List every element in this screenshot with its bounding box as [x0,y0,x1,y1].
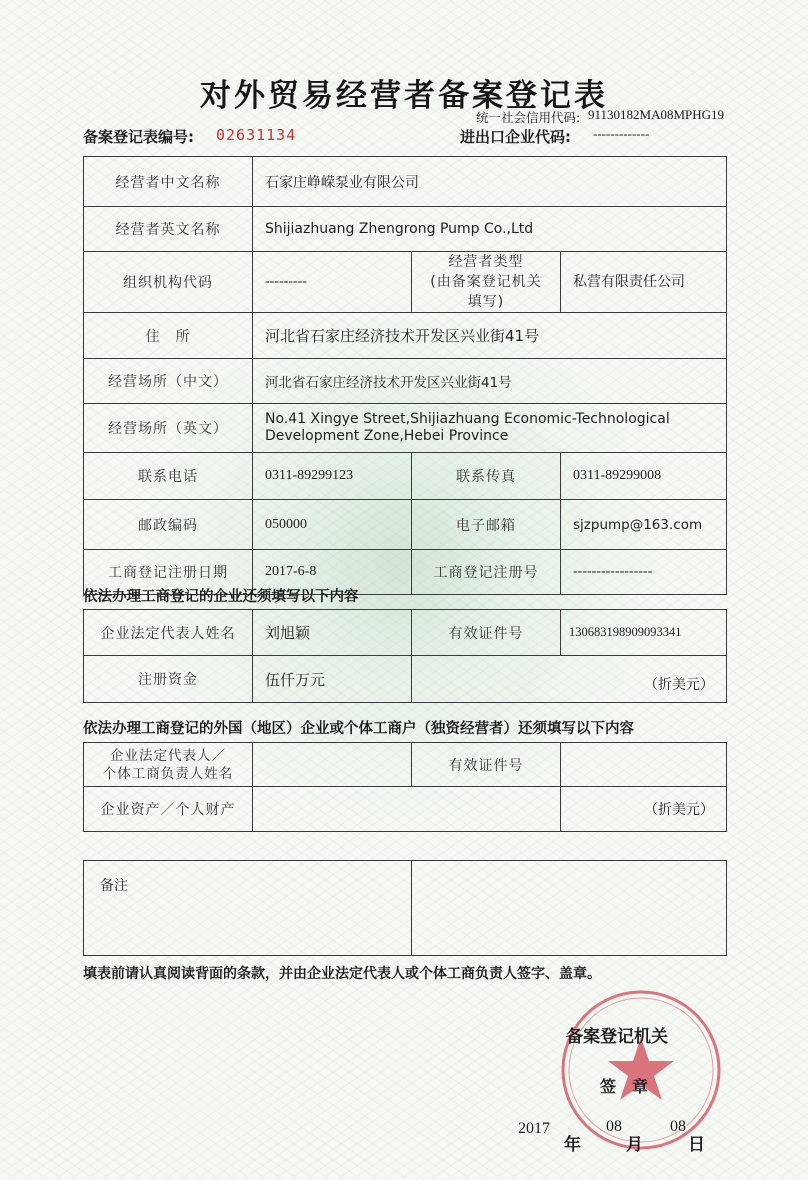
phone-value: 0311-89299123 [253,453,412,500]
date-year-unit: 年 [564,1135,581,1155]
email-value: sjzpump@163.com [561,500,727,550]
en-name-label: 经营者英文名称 [84,207,253,252]
remarks-value [412,861,727,956]
id-number-label: 有效证件号 [412,610,561,656]
registration-number-value: 02631134 [216,126,297,144]
section2-table [83,742,727,832]
section2-heading: 依法办理工商登记的外国（地区）企业或个体工商户（独资经营者）还须填写以下内容 [83,721,634,737]
foreign-rep-label-line1: 企业法定代表人／ [110,747,226,764]
place-cn-label: 经营场所（中文） [84,359,253,404]
date-year: 2017 [518,1120,550,1137]
foreign-id-value [561,743,727,787]
remarks-table [83,860,727,956]
row-phone-fax [84,453,727,500]
row-place-en [84,404,727,453]
operator-type-label-line2: (由备案登记机关填写) [430,274,542,310]
footer-note: 填表前请认真阅读背面的条款，并由企业法定代表人或个体工商负责人签字、盖章。 [83,966,601,982]
date-month-unit: 月 [626,1135,643,1155]
registration-date-label: 工商登记注册日期 [84,550,253,595]
row-place-cn [84,359,727,404]
fax-label: 联系传真 [412,453,561,500]
operator-type-value: 私营有限责任公司 [561,252,727,313]
document-title: 对外贸易经营者备案登记表 [200,78,608,114]
foreign-rep-label [84,743,253,787]
assets-value [253,787,561,832]
import-export-code-label: 进出口企业代码: [460,128,571,146]
address-label: 住 所 [84,313,253,359]
capital-usd-label: （折美元） [412,656,727,703]
cn-name-value: 石家庄峥嵘泵业有限公司 [253,157,727,207]
row-assets [84,787,727,832]
section1-table [83,609,727,703]
address-value: 河北省石家庄经济技术开发区兴业街41号 [253,313,727,359]
zip-label: 邮政编码 [84,500,253,550]
row-foreign-rep [84,743,727,787]
zip-value: 050000 [253,500,412,550]
row-legal-rep [84,610,727,656]
email-label: 电子邮箱 [412,500,561,550]
phone-label: 联系电话 [84,453,253,500]
legal-rep-value: 刘旭颖 [253,610,412,656]
row-en-name [84,207,727,252]
registration-number-row-value: ----------------- [561,550,727,595]
authority-sign-label: 签 章 [600,1077,649,1096]
assets-label: 企业资产／个人财产 [84,787,253,832]
legal-rep-label: 企业法定代表人姓名 [84,610,253,656]
org-code-label: 组织机构代码 [84,252,253,313]
operator-type-label-line1: 经营者类型 [448,254,524,270]
registration-number-label: 备案登记表编号: [83,128,194,146]
authority-label: 备案登记机关 [566,1027,668,1047]
row-zip-email [84,500,727,550]
date-month: 08 [606,1118,622,1135]
credit-code-value: 91130182MA08MPHG19 [588,107,725,122]
row-org-code [84,252,727,313]
place-cn-value: 河北省石家庄经济技术开发区兴业街41号 [253,359,727,404]
foreign-id-label: 有效证件号 [412,743,561,787]
capital-value: 伍仟万元 [253,656,412,703]
operator-type-label [412,252,561,313]
registration-form-table [83,156,727,595]
registration-number-row-label: 工商登记注册号 [412,550,561,595]
org-code-value: --------- [253,252,412,313]
import-export-code-value: ------------- [593,126,650,141]
registration-date-value: 2017-6-8 [253,550,412,595]
row-capital [84,656,727,703]
credit-code-label: 统一社会信用代码: [476,110,581,125]
cn-name-label: 经营者中文名称 [84,157,253,207]
id-number-value: 130683198909093341 [561,610,727,656]
row-address [84,313,727,359]
assets-usd-label: （折美元） [561,787,727,832]
foreign-rep-value [253,743,412,787]
en-name-value: Shijiazhuang Zhengrong Pump Co.,Ltd [253,207,727,252]
row-remarks [84,861,727,956]
date-day: 08 [670,1118,686,1135]
fax-value: 0311-89299008 [561,453,727,500]
place-en-value: No.41 Xingye Street,Shijiazhuang Economic-Technological Development Zone,Hebei Province [253,404,727,453]
remarks-label: 备注 [84,861,412,956]
place-en-label: 经营场所（英文） [84,404,253,453]
date-day-unit: 日 [688,1135,705,1155]
foreign-rep-label-line2: 个体工商负责人姓名 [102,765,234,782]
capital-label: 注册资金 [84,656,253,703]
section1-heading: 依法办理工商登记的企业还须填写以下内容 [83,589,359,605]
row-cn-name [84,157,727,207]
